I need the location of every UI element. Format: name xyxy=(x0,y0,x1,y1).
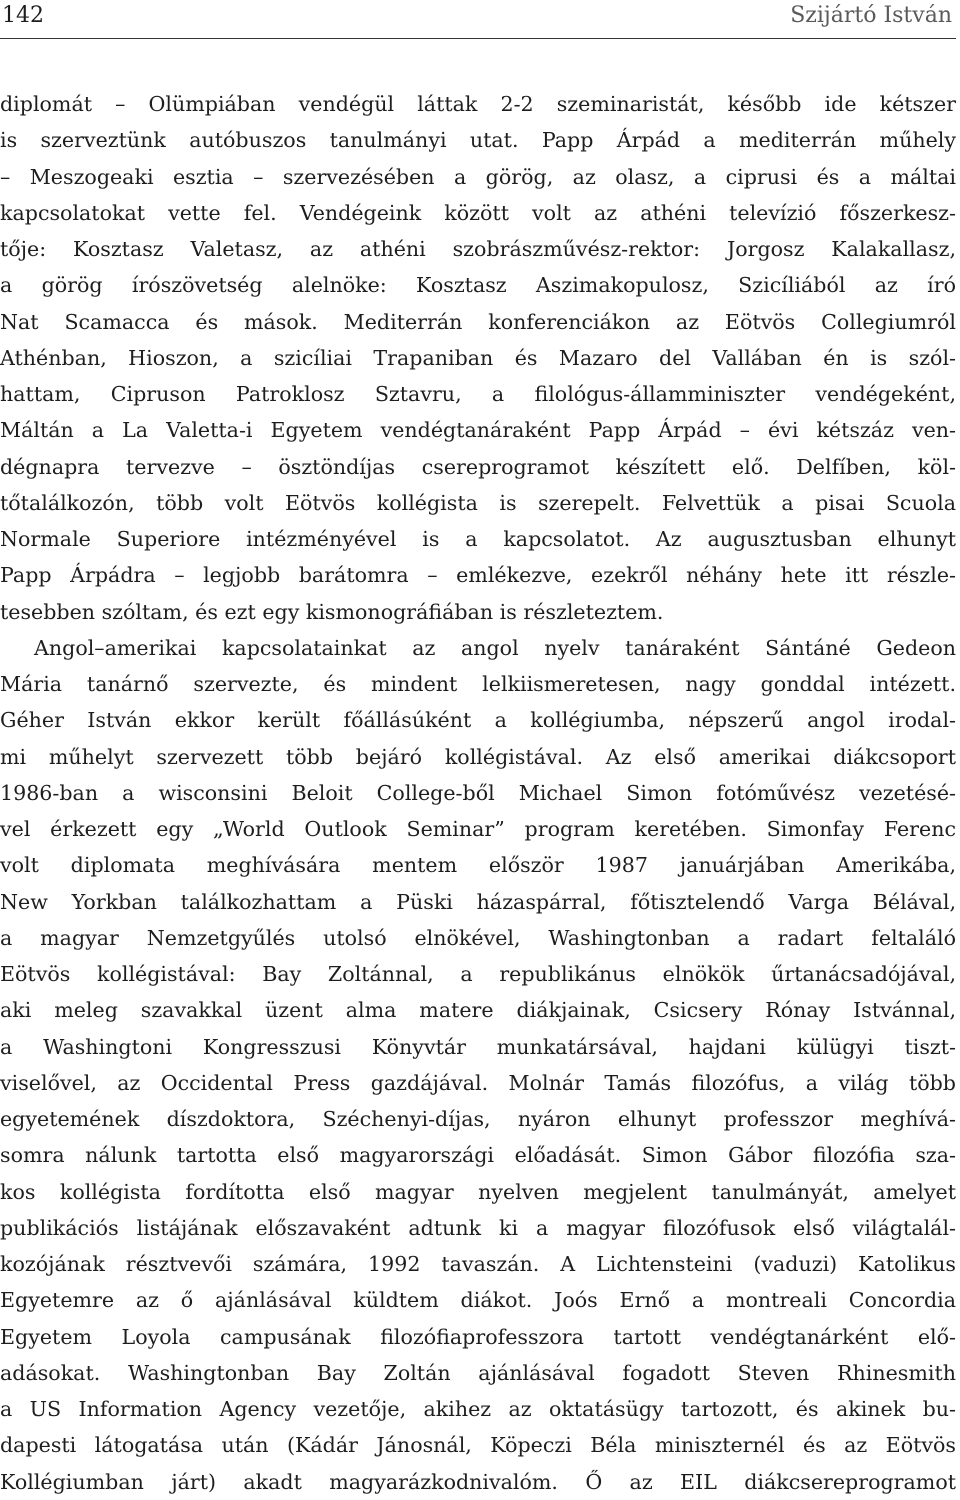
text-line: somra nálunk tartotta első magyarországi előadását. Simon Gábor filozófia sza- xyxy=(0,1143,956,1168)
text-line: tőtalálkozón, több volt Eötvös kollégista is szerepelt. Felvettük a pisai Scuola xyxy=(0,490,956,515)
text-line: aki meleg szavakkal üzent alma matere diákjainak, Csicsery Rónay Istvánnal, xyxy=(0,998,956,1023)
text-line: viselővel, az Occidental Press gazdájával. Molnár Tamás filozófus, a világ több xyxy=(0,1070,956,1095)
body-text xyxy=(0,86,956,1500)
text-line: Mária tanárnő szervezte, és mindent lelkiismeretesen, nagy gonddal intézett. xyxy=(0,672,956,696)
text-line: kapcsolatokat vette fel. Vendégeink között volt az athéni televízió főszerkesz- xyxy=(0,200,956,225)
text-line: Géher István ekkor került főállásúként a kollégiumba, népszerű angol irodal- xyxy=(0,708,956,733)
text-line: Eötvös kollégistával: Bay Zoltánnal, a republikánus elnökök űrtanácsadójával, xyxy=(0,962,956,986)
text-line: Athénban, Hioszon, a szicíliai Trapaniban és Mazaro del Vallában én is szól- xyxy=(0,345,956,370)
text-line: New Yorkban találkozhattam a Püski házaspárral, főtisztelendő Varga Bélával, xyxy=(0,889,956,914)
text-line: 1986-ban a wisconsini Beloit College-ből Michael Simon fotóművész vezetésé- xyxy=(0,780,956,805)
text-line: a US Information Agency vezetője, akihez az oktatásügy tartozott, és akinek bu- xyxy=(0,1397,956,1421)
text-line: adásokat. Washingtonban Bay Zoltán ajánlásával fogadott Steven Rhinesmith xyxy=(0,1360,956,1385)
text-line: egyetemének díszdoktora, Széchenyi-díjas, nyáron elhunyt professzor meghívá- xyxy=(0,1107,956,1131)
text-line: tesebben szóltam, és ezt egy kismonográfiában is részleteztem. xyxy=(0,599,664,624)
text-line: diplomát – Olümpiában vendégül láttak 2-2 szeminaristát, később ide kétszer xyxy=(0,92,956,116)
text-line: Egyetemre az ő ajánlásával küldtem diákot. Joós Ernő a montreali Concordia xyxy=(0,1288,956,1313)
text-line: a Washingtoni Kongresszusi Könyvtár munkatársával, hajdani külügyi tiszt- xyxy=(0,1034,956,1059)
text-line: is szerveztünk autóbuszos tanulmányi utat. Papp Árpád a mediterrán műhely xyxy=(0,128,956,153)
text-line: volt diplomata meghívására mentem először 1987 januárjában Amerikába, xyxy=(0,853,956,878)
text-line: Egyetem Loyola campusának filozófiaprofesszora tartott vendégtanárként elő- xyxy=(0,1324,956,1349)
text-line: Kollégiumban járt) akadt magyarázkodnivalóm. Ő az EIL diákcsereprogramot xyxy=(0,1469,956,1494)
text-line: publikációs listájának előszavaként adtunk ki a magyar filozófusok első világtalál- xyxy=(0,1215,956,1240)
text-line: Angol–amerikai kapcsolatainkat az angol nyelv tanáraként Sántáné Gedeon xyxy=(34,635,956,660)
text-line: Máltán a La Valetta-i Egyetem vendégtanáraként Papp Árpád – évi kétszáz ven- xyxy=(0,418,956,443)
text-line: a görög írószövetség alelnöke: Kosztasz Aszimakopulosz, Szicíliából az író xyxy=(0,273,956,298)
text-line: a magyar Nemzetgyűlés utolsó elnökével, Washingtonban a radart feltaláló xyxy=(0,925,956,950)
text-line: hattam, Cipruson Patroklosz Sztavru, a filológus-államminiszter vendégeként, xyxy=(0,382,956,406)
text-line: Normale Superiore intézményével is a kapcsolatot. Az augusztusban elhunyt xyxy=(0,527,956,551)
text-line: Nat Scamacca és mások. Mediterrán konferenciákon az Eötvös Collegiumról xyxy=(0,309,956,334)
text-line: kozójának résztvevői számára, 1992 tavaszán. A Lichtensteini (vaduzi) Katolikus xyxy=(0,1252,956,1276)
text-line: – Meszogeaki esztia – szervezésében a görög, az olasz, a ciprusi és a máltai xyxy=(0,164,956,189)
text-line: dapesti látogatása után (Kádár Jánosnál, Köpeczi Béla miniszternél és az Eötvös xyxy=(0,1433,956,1458)
text-line: Papp Árpádra – legjobb barátomra – emlékezve, ezekről néhány hete itt részle- xyxy=(0,563,956,588)
text-line: vel érkezett egy „World Outlook Seminar” program keretében. Simonfay Ferenc xyxy=(0,817,956,841)
page-header xyxy=(0,0,956,39)
text-line: tője: Kosztasz Valetasz, az athéni szobrászművész-rektor: Jorgosz Kalakallasz, xyxy=(0,237,956,261)
text-line: kos kollégista fordította első magyar nyelven megjelent tanulmányát, amelyet xyxy=(0,1179,956,1204)
text-line: dégnapra tervezve – ösztöndíjas csereprogramot készített elő. Delfíben, köl- xyxy=(0,454,956,479)
running-head-author: Szijártó István xyxy=(790,3,952,28)
page-number: 142 xyxy=(2,3,44,28)
text-line: mi műhelyt szervezett több bejáró kollégistával. Az első amerikai diákcsoport xyxy=(0,744,956,769)
